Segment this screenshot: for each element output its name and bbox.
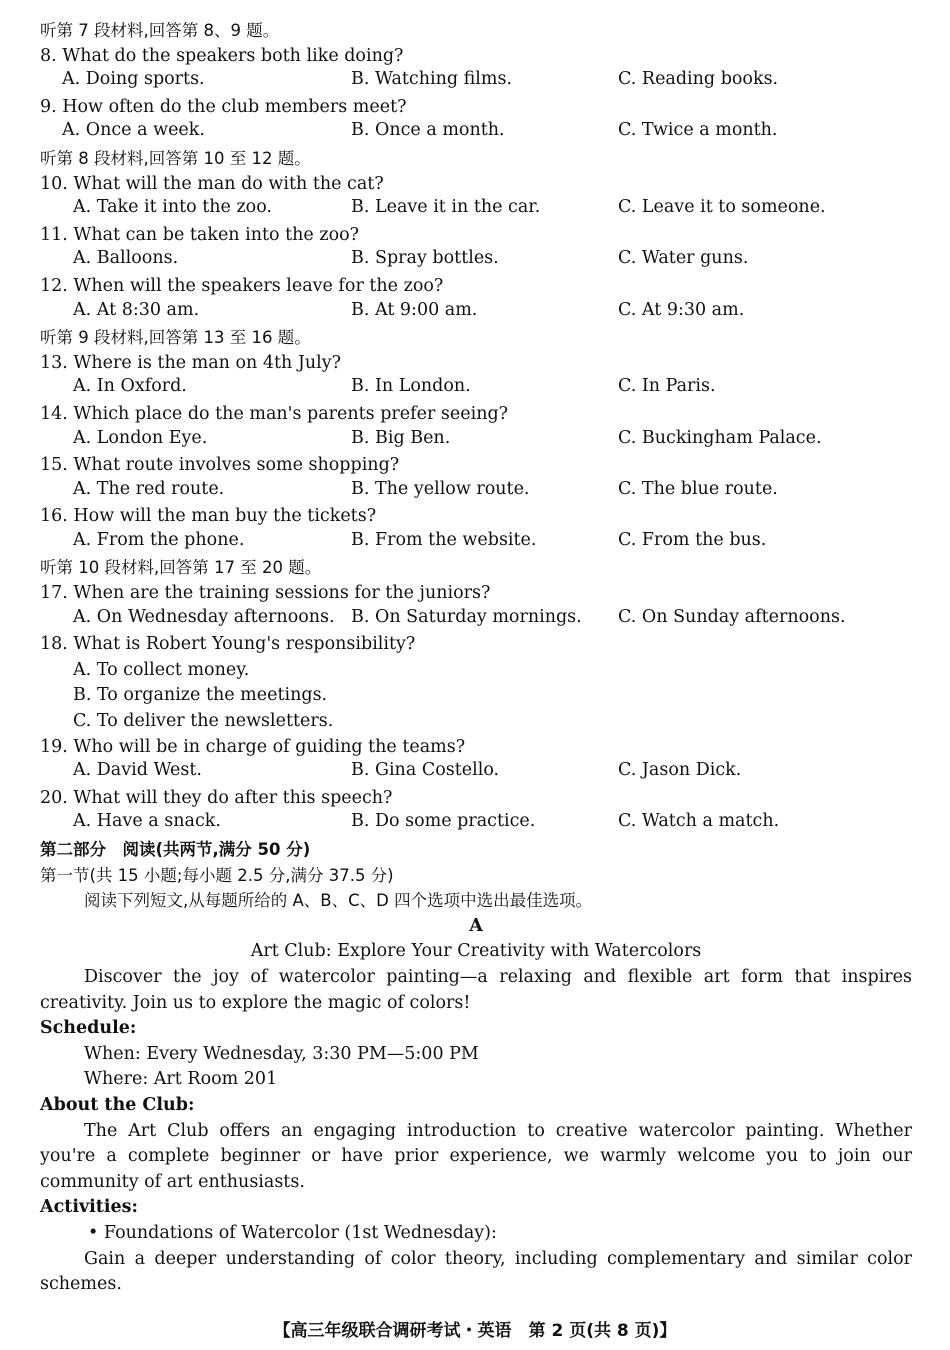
option-b: B. To organize the meetings. bbox=[73, 685, 328, 706]
about-text: The Art Club offers an engaging introduction to creative watercolor painting. Whether you're a complete beginner or have prior experience, we warmly welcome you to join our community of art enthusiasts. bbox=[40, 1120, 912, 1192]
options-row bbox=[40, 760, 912, 786]
section-subtitle: 第一节(共 15 小题;每小题 2.5 分,满分 37.5 分) bbox=[40, 865, 394, 885]
option-c: C. Leave it to someone. bbox=[618, 197, 826, 218]
question-text: 16. How will the man buy the tickets? bbox=[40, 506, 377, 527]
section-header: 听第 9 段材料,回答第 13 至 16 题。 bbox=[40, 328, 311, 348]
options-row bbox=[40, 300, 912, 326]
option-a: A. Doing sports. bbox=[62, 69, 205, 90]
option-c: C. From the bus. bbox=[618, 529, 767, 550]
about-label: About the Club: bbox=[40, 1094, 195, 1115]
question-text: 17. When are the training sessions for the juniors? bbox=[40, 583, 491, 604]
option-a: A. Balloons. bbox=[73, 248, 179, 269]
question-text: 20. What will they do after this speech? bbox=[40, 787, 393, 808]
option-b: B. At 9:00 am. bbox=[351, 299, 478, 320]
option-b: B. On Saturday mornings. bbox=[351, 606, 582, 627]
options-row bbox=[40, 428, 912, 454]
question-text: 8. What do the speakers both like doing? bbox=[40, 45, 404, 66]
option-c: C. Twice a month. bbox=[618, 120, 778, 141]
option-b: B. Do some practice. bbox=[351, 811, 536, 832]
option-b: B. Spray bottles. bbox=[351, 248, 499, 269]
option-c: C. Watch a match. bbox=[618, 811, 780, 832]
option-c: C. On Sunday afternoons. bbox=[618, 606, 846, 627]
options-row bbox=[40, 197, 912, 223]
section-header: 听第 8 段材料,回答第 10 至 12 题。 bbox=[40, 148, 311, 168]
page-footer: 【高三年级联合调研考试・英语 第 2 页(共 8 页)】 bbox=[273, 1321, 677, 1341]
activity-text: Gain a deeper understanding of color theory, including complementary and similar color schemes. bbox=[40, 1248, 912, 1295]
option-a: A. In Oxford. bbox=[73, 376, 187, 397]
schedule-label: Schedule: bbox=[40, 1018, 137, 1039]
option-b: B. Once a month. bbox=[351, 120, 505, 141]
option-a: A. From the phone. bbox=[73, 529, 245, 550]
question-text: 11. What can be taken into the zoo? bbox=[40, 224, 360, 245]
option-a: A. To collect money. bbox=[73, 659, 250, 680]
option-b: B. Leave it in the car. bbox=[351, 197, 541, 218]
instruction: 阅读下列短文,从每题所给的 A、B、C、D 四个选项中选出最佳选项。 bbox=[84, 891, 593, 911]
question-text: 10. What will the man do with the cat? bbox=[40, 173, 384, 194]
option-c: C. Reading books. bbox=[618, 69, 779, 90]
question-text: 14. Which place do the man's parents prefer seeing? bbox=[40, 403, 509, 424]
options-row bbox=[40, 530, 912, 556]
option-a: A. On Wednesday afternoons. bbox=[73, 606, 335, 627]
section-header: 听第 10 段材料,回答第 17 至 20 题。 bbox=[40, 558, 322, 578]
option-c: C. In Paris. bbox=[618, 376, 716, 397]
options-row bbox=[40, 69, 912, 95]
option-a: A. Have a snack. bbox=[73, 811, 221, 832]
question-text: 13. Where is the man on 4th July? bbox=[40, 352, 342, 373]
option-b: B. Gina Costello. bbox=[351, 760, 500, 781]
option-a: A. London Eye. bbox=[73, 427, 208, 448]
passage-title: Art Club: Explore Your Creativity with Watercolors bbox=[250, 941, 702, 962]
passage-letter: A bbox=[469, 915, 483, 936]
part-title: 第二部分 阅读(共两节,满分 50 分) bbox=[40, 840, 311, 859]
options-row bbox=[40, 607, 912, 633]
option-b: B. In London. bbox=[351, 376, 471, 397]
options-row bbox=[40, 479, 912, 505]
schedule-when: When: Every Wednesday, 3:30 PM—5:00 PM bbox=[84, 1043, 479, 1064]
option-a: A. Once a week. bbox=[62, 120, 205, 141]
option-a: A. At 8:30 am. bbox=[73, 299, 200, 320]
option-a: A. David West. bbox=[73, 760, 202, 781]
question-text: 9. How often do the club members meet? bbox=[40, 96, 407, 117]
option-c: C. The blue route. bbox=[618, 478, 778, 499]
activities-label: Activities: bbox=[40, 1197, 138, 1218]
option-a: A. The red route. bbox=[73, 478, 225, 499]
passage-intro: Discover the joy of watercolor painting—a relaxing and flexible art form that inspires creativity. Join us to explore the magic of colors! bbox=[40, 966, 912, 1013]
options-row bbox=[40, 811, 912, 837]
options-row bbox=[40, 248, 912, 274]
option-c: C. At 9:30 am. bbox=[618, 299, 745, 320]
question-text: 18. What is Robert Young's responsibility? bbox=[40, 634, 416, 655]
activity-title: • Foundations of Watercolor (1st Wednesday): bbox=[88, 1222, 497, 1243]
option-c: C. Jason Dick. bbox=[618, 760, 742, 781]
option-b: B. The yellow route. bbox=[351, 478, 530, 499]
question-text: 19. Who will be in charge of guiding the teams? bbox=[40, 736, 466, 757]
exam-page bbox=[40, 18, 912, 1298]
option-b: B. Big Ben. bbox=[351, 427, 451, 448]
question-text: 15. What route involves some shopping? bbox=[40, 455, 400, 476]
options-row bbox=[40, 376, 912, 402]
option-c: C. Water guns. bbox=[618, 248, 749, 269]
option-c: C. To deliver the newsletters. bbox=[73, 711, 334, 732]
section-header: 听第 7 段材料,回答第 8、9 题。 bbox=[40, 21, 280, 40]
option-b: B. From the website. bbox=[351, 529, 537, 550]
option-c: C. Buckingham Palace. bbox=[618, 427, 822, 448]
question-text: 12. When will the speakers leave for the zoo? bbox=[40, 275, 444, 296]
option-b: B. Watching films. bbox=[351, 69, 513, 90]
option-a: A. Take it into the zoo. bbox=[73, 197, 272, 218]
schedule-where: Where: Art Room 201 bbox=[84, 1069, 278, 1090]
options-row bbox=[40, 120, 912, 146]
